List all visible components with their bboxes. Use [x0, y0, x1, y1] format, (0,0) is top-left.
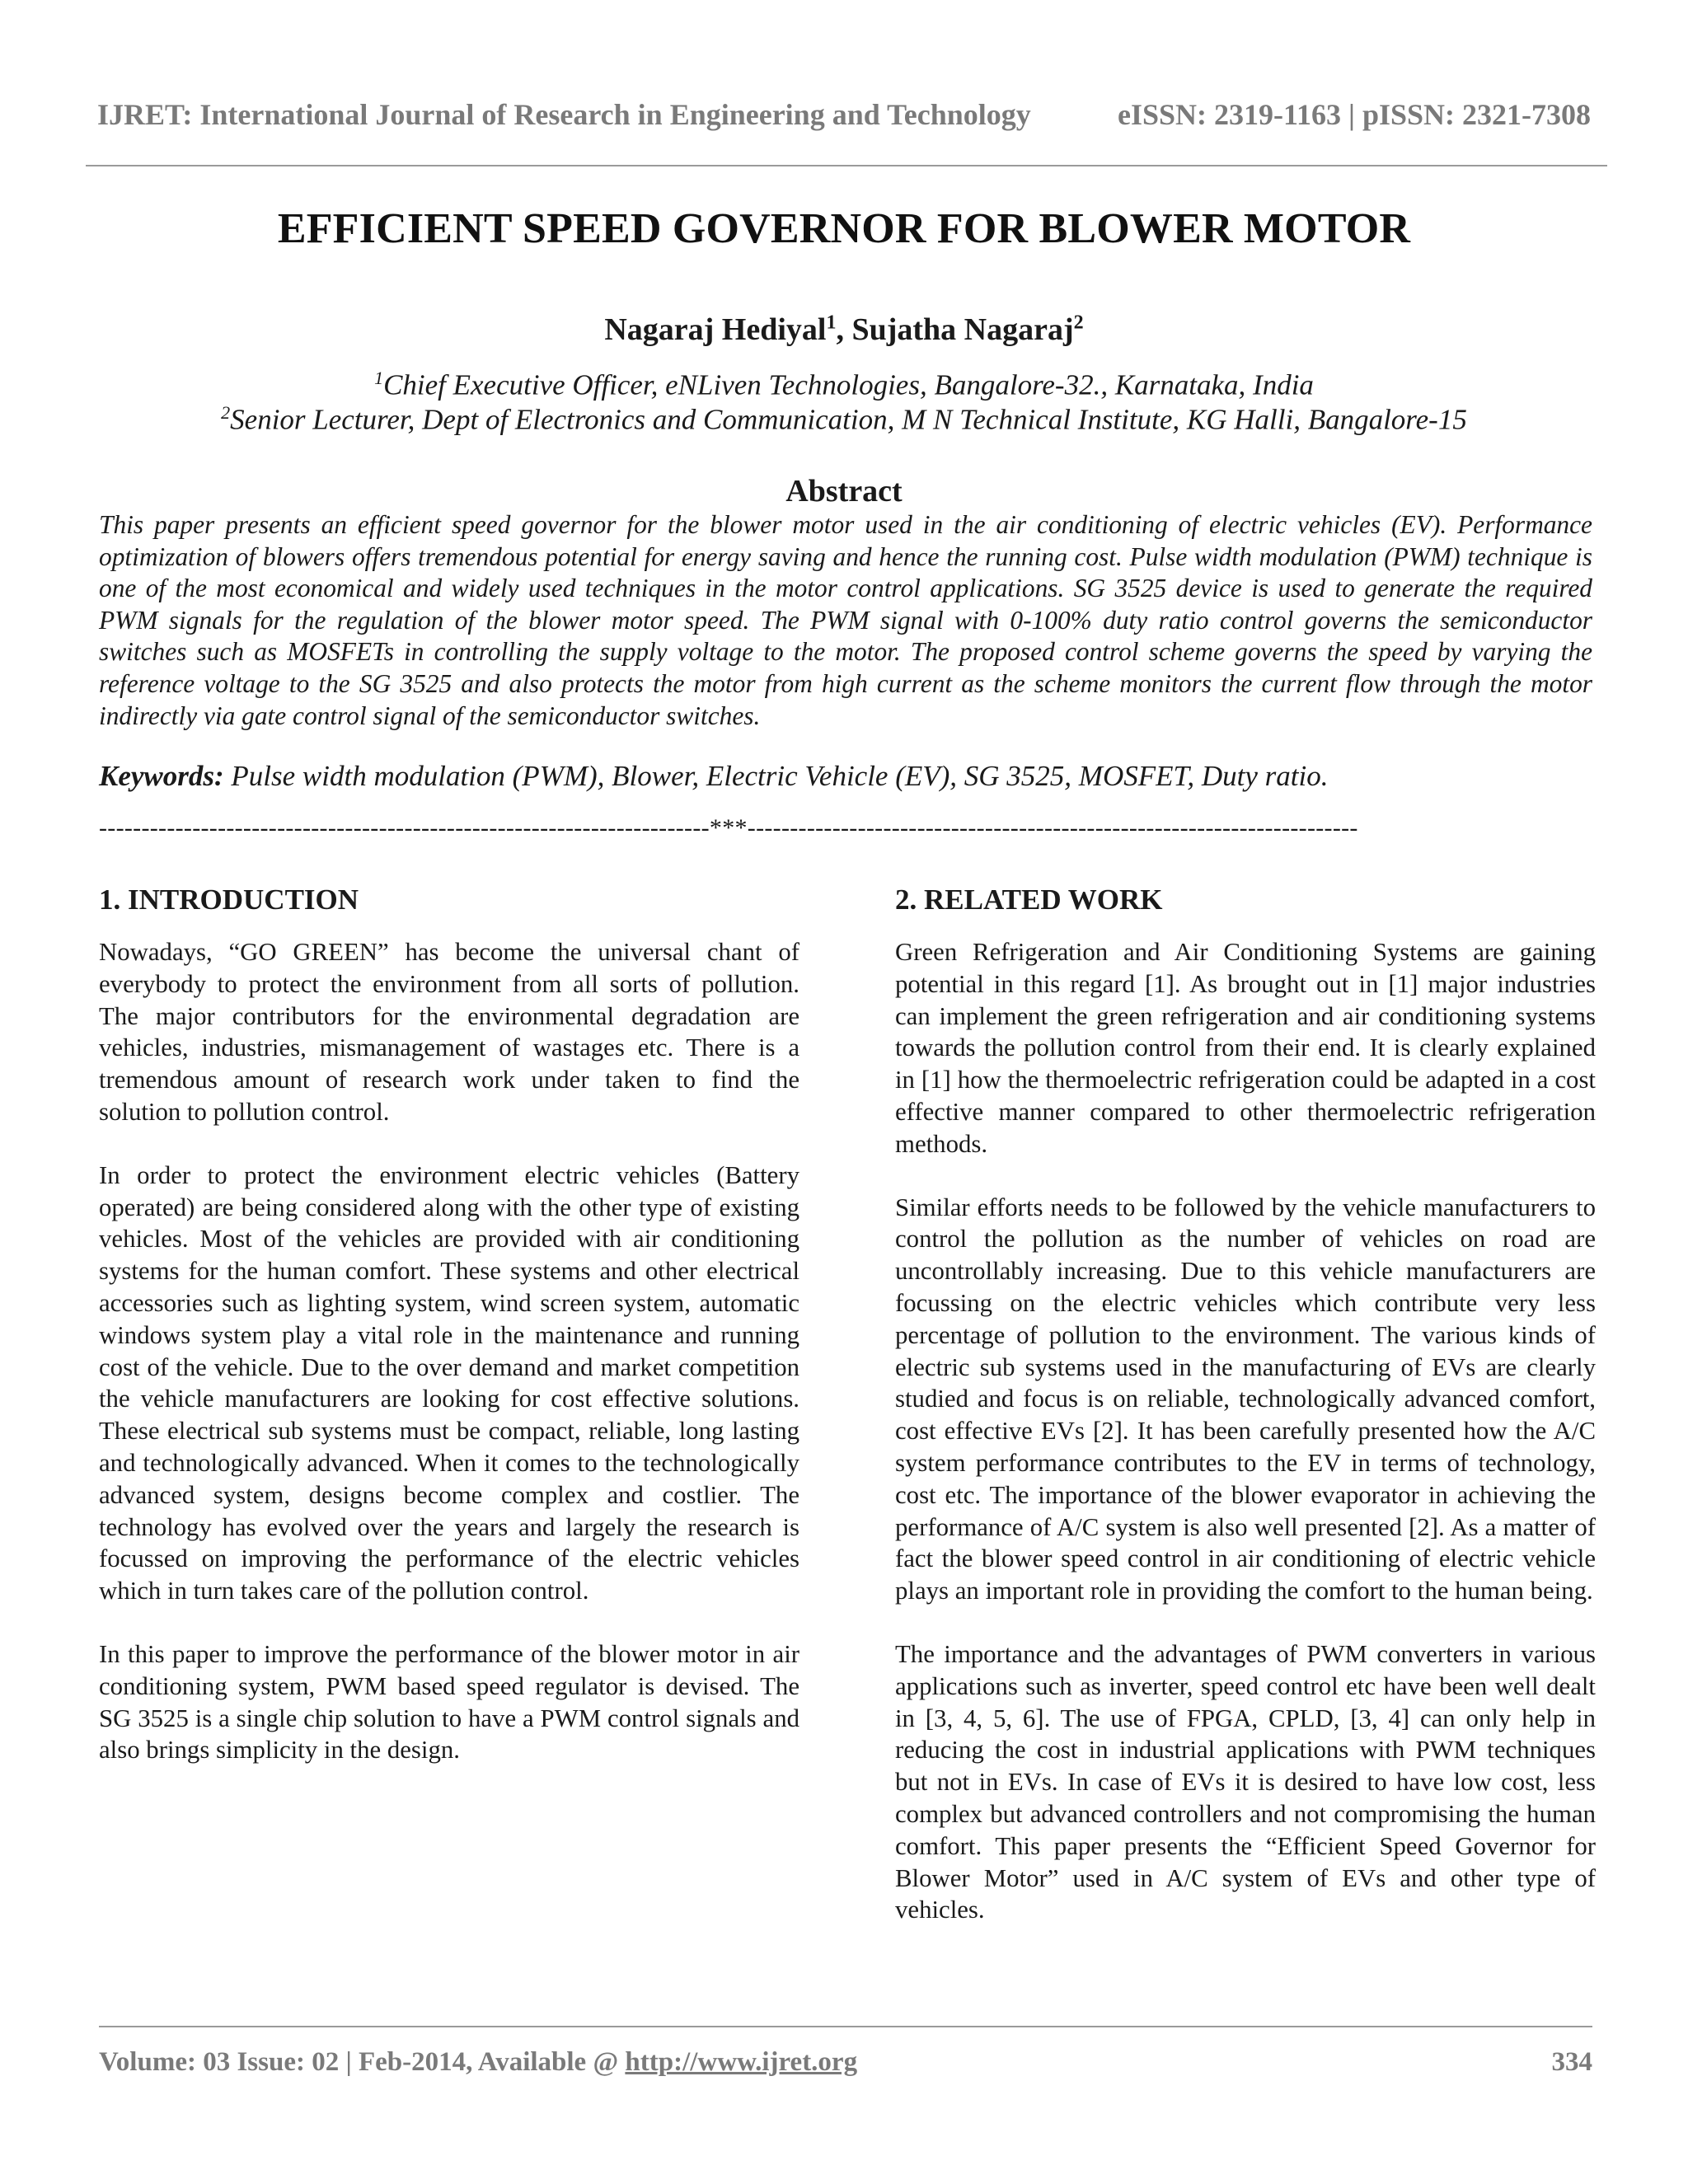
- keywords: [99, 760, 1592, 793]
- author-name: Sujatha Nagaraj: [851, 312, 1074, 347]
- section-separator: ------------------------------------------------------------------------***------------------------------------------------------------------------: [99, 814, 1358, 841]
- author-affiliation-mark: 2: [1073, 312, 1084, 334]
- affiliation-mark: 2: [221, 402, 231, 423]
- left-column: [99, 883, 799, 1797]
- right-column: [895, 883, 1596, 1957]
- author-affiliation-mark: 1: [826, 312, 837, 334]
- volume-text: Volume: 03 Issue: 02 | Feb-2014, Available @: [99, 2047, 626, 2077]
- footer-divider: [99, 2026, 1592, 2027]
- abstract-heading: Abstract: [785, 474, 903, 509]
- keywords-label: Keywords:: [99, 760, 224, 792]
- affiliation: [0, 402, 1688, 437]
- affiliation-text: Chief Executive Officer, eNLiven Technologies, Bangalore-32., Karnataka, India: [383, 368, 1314, 401]
- header-divider: [86, 165, 1607, 166]
- section-heading-related-work: 2. RELATED WORK: [895, 883, 1163, 916]
- affiliation: [0, 368, 1688, 402]
- section-heading-introduction: 1. INTRODUCTION: [99, 883, 359, 916]
- keywords-text: Pulse width modulation (PWM), Blower, Electric Vehicle (EV), SG 3525, MOSFET, Duty ratio.: [231, 760, 1329, 792]
- page-number: 334: [1551, 2047, 1592, 2077]
- author-separator: ,: [836, 312, 852, 347]
- affiliation-text: Senior Lecturer, Dept of Electronics and Communication, M N Technical Institute, KG Halli, Bangalore-15: [230, 403, 1467, 436]
- affiliation-mark: 1: [374, 368, 384, 388]
- paper-title: EFFICIENT SPEED GOVERNOR FOR BLOWER MOTOR: [277, 205, 1411, 252]
- journal-website-link[interactable]: http://www.ijret.org: [625, 2047, 858, 2077]
- paragraph: The importance and the advantages of PWM converters in various applications such as inverter, speed control etc have been well dealt in [3, 4, 5, 6]. The use of FPGA, CPLD, [3, 4] can only help in reducing the cost in industrial applications with PWM techniques but not in EVs. In case of EVs it is desired to have low cost, less complex but advanced controllers and not compromising the human comfort. This paper presents the “Efficient Speed Governor for Blower Motor” used in A/C system of EVs and other type of vehicles.: [895, 1639, 1596, 1924]
- abstract-text: This paper presents an efficient speed governor for the blower motor used in the air conditioning of electric vehicles (EV). Performance optimization of blowers offers tremendous potential for energy saving and hence the running cost. Pulse width modulation (PWM) technique is one of the most economical and widely used techniques in the motor control applications. SG 3525 device is used to generate the required PWM signals for the regulation of the blower motor speed. The PWM signal with 0-100% duty ratio control governs the semiconductor switches such as MOSFETs in controlling the supply voltage to the motor. The proposed control scheme governs the speed by varying the reference voltage to the SG 3525 and also protects the motor from high current as the scheme monitors the current flow through the motor indirectly via gate control signal of the semiconductor switches.: [99, 510, 1592, 730]
- paragraph: In order to protect the environment electric vehicles (Battery operated) are being considered along with the other type of existing vehicles. Most of the vehicles are provided with air conditioning systems for the human comfort. These systems and other electrical accessories such as lighting system, wind screen system, automatic windows system play a vital role in the maintenance and running cost of the vehicle. Due to the over demand and market competition the vehicle manufacturers are looking for cost effective solutions. These electrical sub systems must be compact, reliable, long lasting and technologically advanced. When it comes to the technologically advanced system, designs become complex and costlier. The technology has evolved over the years and largely the research is focussed on improving the performance of the electric vehicles which in turn takes care of the pollution control.: [99, 1160, 799, 1605]
- journal-issn: eISSN: 2319-1163 | pISSN: 2321-7308: [1118, 98, 1591, 131]
- paragraph: Similar efforts needs to be followed by the vehicle manufacturers to control the pollution as the number of vehicles on road are uncontrollably increasing. Due to this vehicle manufacturers are focussing on the electric vehicles which contribute very less percentage of pollution to the environment. The various kinds of electric sub systems used in the manufacturing of EVs are clearly studied and focus is on reliable, technologically advanced comfort, cost effective EVs [2]. It has been carefully presented how the A/C system performance contributes to the EV in terms of technology, cost etc. The importance of the blower evaporator in achieving the performance of A/C system is also well presented [2]. As a matter of fact the blower speed control in air conditioning of electric vehicle plays an important role in providing the comfort to the human being.: [895, 1193, 1596, 1605]
- paragraph: Green Refrigeration and Air Conditioning Systems are gaining potential in this regard [1]. As brought out in [1] major industries can implement the green refrigeration and air conditioning systems towards the pollution control from their end. It is clearly explained in [1] how the thermoelectric refrigeration could be adapted in a cost effective manner compared to other thermoelectric refrigeration methods.: [895, 938, 1596, 1158]
- paragraph: In this paper to improve the performance of the blower motor in air conditioning system, PWM based speed regulator is devised. The SG 3525 is a single chip solution to have a PWM control signals and also brings simplicity in the design.: [99, 1639, 799, 1765]
- author-list: [0, 312, 1688, 348]
- journal-name: IJRET: International Journal of Research in Engineering and Technology: [97, 98, 1031, 131]
- author-name: Nagaraj Hediyal: [604, 312, 827, 347]
- paragraph: Nowadays, “GO GREEN” has become the universal chant of everybody to protect the environment from all sorts of pollution. The major contributors for the environmental degradation are vehicles, industries, mismanagement of wastages etc. There is a tremendous amount of research work under taken to find the solution to pollution control.: [99, 938, 799, 1126]
- volume-info: [99, 2047, 857, 2078]
